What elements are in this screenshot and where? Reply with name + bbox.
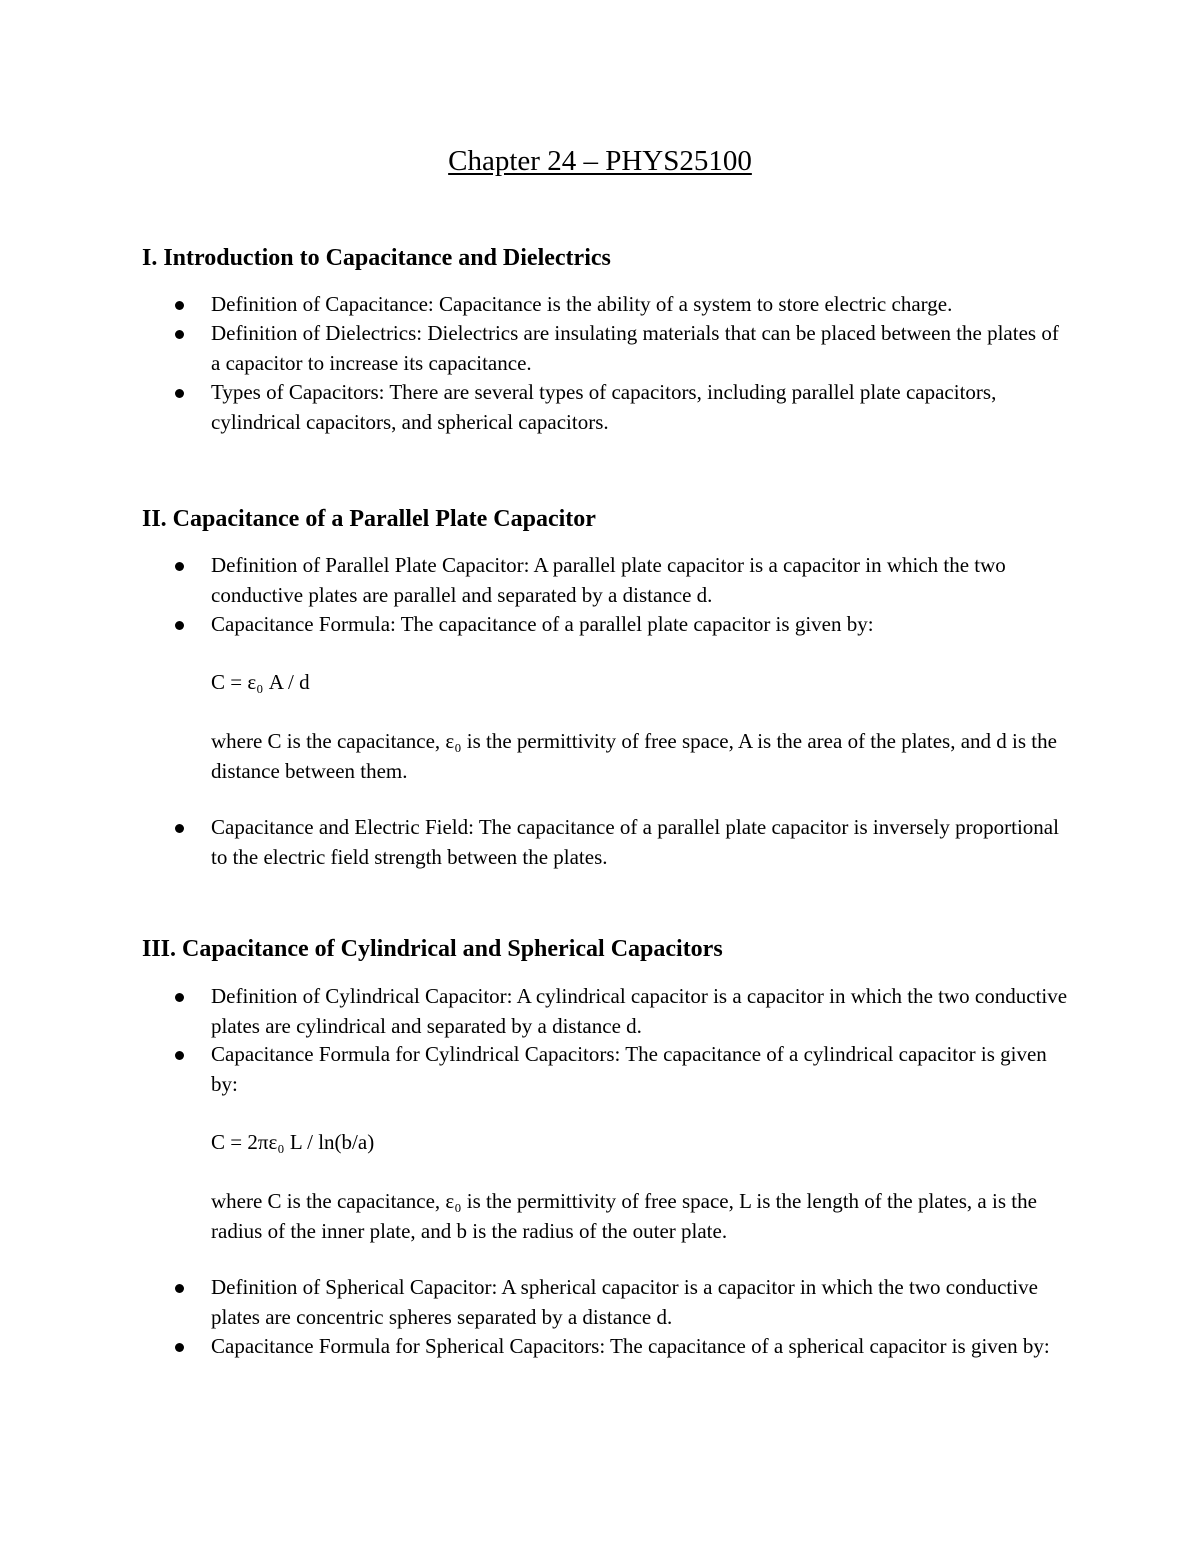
formula-note: where C is the capacitance, ε₀ is the permittivity of free space, L is the length of the plates, a is the radius of the inner plate, and b is the radius of the outer plate. — [211, 1189, 1037, 1243]
bullet-icon — [175, 621, 184, 630]
list-item-text: Capacitance and Electric Field: The capacitance of a parallel plate capacitor is inversely proportional to the electric field strength between the plates. — [211, 815, 1059, 869]
list-item — [211, 1332, 1071, 1362]
page-title: Chapter 24 – PHYS25100 — [448, 145, 752, 177]
list-item-text: Capacitance Formula: The capacitance of a parallel plate capacitor is given by: — [211, 612, 874, 636]
section-heading-1: I. Introduction to Capacitance and Dielectrics — [142, 245, 611, 271]
list-item — [211, 813, 1071, 872]
list-item — [211, 551, 1071, 610]
list-item-text: Definition of Capacitance: Capacitance is the ability of a system to store electric charge. — [211, 292, 953, 316]
list-item — [211, 610, 1071, 640]
bullet-icon — [175, 993, 184, 1002]
bullet-icon — [175, 1051, 184, 1060]
section-heading-2: II. Capacitance of a Parallel Plate Capacitor — [142, 506, 596, 532]
list-item-text: Types of Capacitors: There are several types of capacitors, including parallel plate capacitors, cylindrical capacitors, and spherical capacitors. — [211, 380, 997, 434]
list-item — [211, 378, 1071, 437]
list-item — [211, 982, 1071, 1041]
bullet-icon — [175, 1284, 184, 1293]
list-item-text: Definition of Parallel Plate Capacitor: A parallel plate capacitor is a capacitor in which the two conductive plates are parallel and separated by a distance d. — [211, 553, 1006, 607]
bullet-icon — [175, 330, 184, 339]
list-item-text: Definition of Cylindrical Capacitor: A cylindrical capacitor is a capacitor in which the two conductive plates are cylindrical and separated by a distance d. — [211, 984, 1068, 1038]
formula-note: where C is the capacitance, ε₀ is the permittivity of free space, A is the area of the plates, and d is the distance between them. — [211, 729, 1057, 783]
bullet-icon — [175, 1343, 184, 1352]
list-item-text: Capacitance Formula for Spherical Capacitors: The capacitance of a spherical capacitor is given by: — [211, 1334, 1050, 1358]
bullet-icon — [175, 562, 184, 571]
list-item-text: Capacitance Formula for Cylindrical Capacitors: The capacitance of a cylindrical capacitor is given by: — [211, 1042, 1047, 1096]
formula: C = 2πε₀ L / ln(b/a) — [211, 1130, 375, 1154]
bullet-icon — [175, 824, 184, 833]
list-item-text: Definition of Dielectrics: Dielectrics are insulating materials that can be placed between the plates of a capacitor to increase its capacitance. — [211, 321, 1059, 375]
list-item-text: Definition of Spherical Capacitor: A spherical capacitor is a capacitor in which the two conductive plates are concentric spheres separated by a distance d. — [211, 1275, 1038, 1329]
list-item — [211, 319, 1071, 378]
formula: C = ε₀ A / d — [211, 670, 310, 694]
list-item — [211, 290, 1071, 320]
bullet-icon — [175, 389, 184, 398]
list-item — [211, 1273, 1071, 1332]
bullet-icon — [175, 301, 184, 310]
list-item — [211, 1040, 1071, 1099]
section-heading-3: III. Capacitance of Cylindrical and Spherical Capacitors — [142, 936, 723, 962]
